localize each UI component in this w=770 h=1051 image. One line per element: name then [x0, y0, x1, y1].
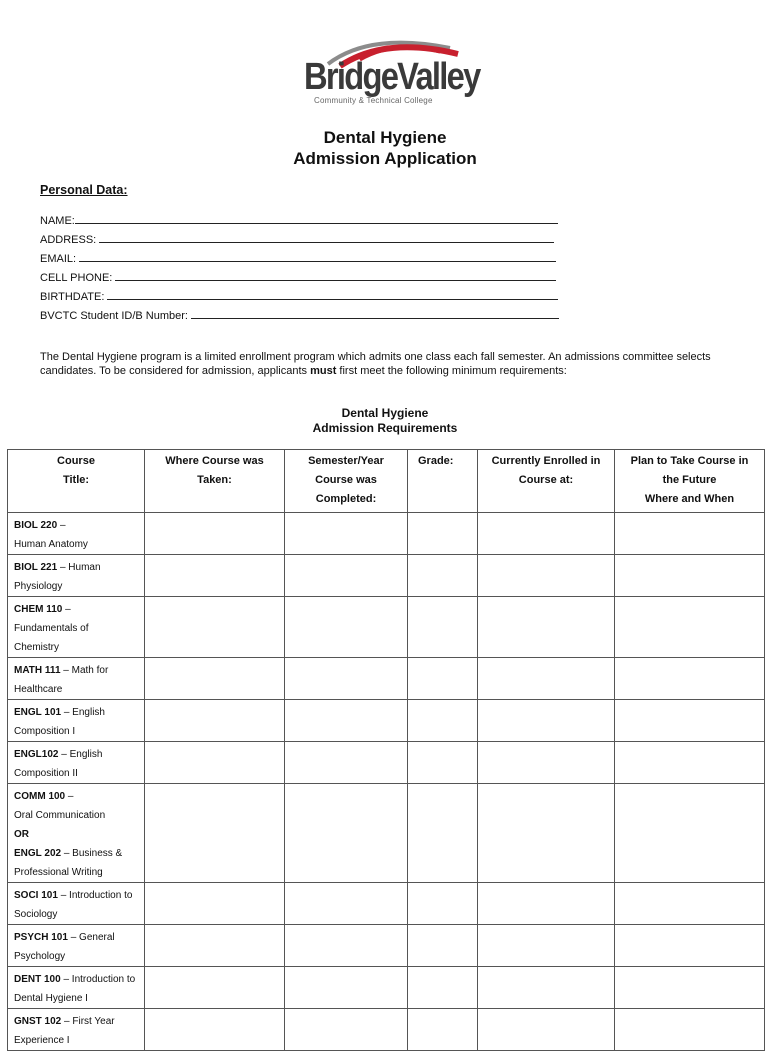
grade-cell[interactable] — [408, 513, 478, 555]
name-input-line[interactable] — [75, 213, 558, 224]
course-cell — [8, 883, 145, 925]
table-row — [8, 597, 765, 658]
grade-cell[interactable] — [408, 925, 478, 967]
plan-cell[interactable] — [615, 658, 765, 700]
address-input-line[interactable] — [99, 232, 554, 243]
course-code: BIOL 221 — [14, 562, 58, 573]
header-where — [145, 450, 285, 513]
course-code: PSYCH 101 — [14, 932, 68, 943]
grade-cell[interactable] — [408, 555, 478, 597]
plan-cell[interactable] — [615, 967, 765, 1009]
page-title-line1: Dental Hygiene — [323, 128, 447, 147]
plan-cell[interactable] — [615, 784, 765, 883]
course-name: Fundamentals of — [14, 623, 89, 634]
semester-cell[interactable] — [285, 967, 408, 1009]
course-sep: – — [57, 520, 66, 531]
requirements-title-line2: Admission Requirements — [312, 421, 458, 435]
grade-cell[interactable] — [408, 784, 478, 883]
course-cell — [8, 925, 145, 967]
where-cell[interactable] — [145, 658, 285, 700]
course-name: Healthcare — [14, 684, 63, 695]
header-course-line1: Course — [57, 455, 95, 467]
where-cell[interactable] — [145, 742, 285, 784]
intro-paragraph — [40, 350, 730, 378]
plan-cell[interactable] — [615, 883, 765, 925]
logo-subtitle: Community & Technical College — [314, 96, 433, 105]
plan-cell[interactable] — [615, 513, 765, 555]
address-label: ADDRESS: — [40, 234, 100, 246]
course-cell — [8, 555, 145, 597]
intro-emphasis: must — [310, 365, 337, 377]
requirements-table — [7, 449, 765, 1051]
course-name: Composition I — [14, 726, 76, 737]
where-cell[interactable] — [145, 967, 285, 1009]
college-logo — [300, 34, 480, 114]
course-code: MATH 111 — [14, 665, 61, 676]
table-header-row — [8, 450, 765, 513]
header-semester-line2: Course was — [315, 474, 377, 486]
course-cell — [8, 967, 145, 1009]
logo-name: BridgeValley — [304, 56, 480, 98]
course-sep: – English — [58, 749, 103, 760]
course-cell — [8, 784, 145, 883]
where-cell[interactable] — [145, 700, 285, 742]
intro-text-after: first meet the following minimum requirements: — [336, 365, 567, 377]
semester-cell[interactable] — [285, 513, 408, 555]
plan-cell[interactable] — [615, 1009, 765, 1051]
course-sep: – Human — [57, 562, 101, 573]
table-row — [8, 742, 765, 784]
where-cell[interactable] — [145, 784, 285, 883]
grade-cell[interactable] — [408, 1009, 478, 1051]
grade-cell[interactable] — [408, 742, 478, 784]
header-enrolled-line2: Course at: — [518, 474, 574, 486]
email-field[interactable] — [40, 251, 556, 265]
header-course — [8, 450, 145, 513]
name-field[interactable] — [40, 213, 558, 227]
table-row — [8, 555, 765, 597]
enrolled-cell[interactable] — [478, 700, 615, 742]
course-code: CHEM 110 — [14, 604, 63, 615]
semester-cell[interactable] — [285, 883, 408, 925]
course-cell — [8, 597, 145, 658]
enrolled-cell[interactable] — [478, 925, 615, 967]
grade-cell[interactable] — [408, 597, 478, 658]
where-cell[interactable] — [145, 555, 285, 597]
table-row — [8, 700, 765, 742]
cell-phone-label: CELL PHONE: — [40, 272, 116, 284]
grade-cell[interactable] — [408, 700, 478, 742]
header-enrolled-line1: Currently Enrolled in — [491, 455, 601, 467]
intro-text-before: The Dental Hygiene program is a limited enrollment program which admits one class each fall semester. An admissions committee selects candidates. To be considered for admission, applicants — [40, 351, 711, 377]
enrolled-cell[interactable] — [478, 784, 615, 883]
course-cell — [8, 742, 145, 784]
table-row — [8, 784, 765, 883]
enrolled-cell[interactable] — [478, 742, 615, 784]
course-code: GNST 102 — [14, 1016, 62, 1027]
table-row — [8, 658, 765, 700]
course-sep: – Introduction to — [57, 890, 133, 901]
semester-cell[interactable] — [285, 1009, 408, 1051]
course-sep: – Introduction to — [60, 974, 136, 985]
course-cell — [8, 700, 145, 742]
grade-cell[interactable] — [408, 883, 478, 925]
header-where-line1: Where Course was — [165, 455, 264, 467]
requirements-title-line1: Dental Hygiene — [341, 406, 429, 420]
course-name: Composition II — [14, 768, 78, 779]
course-name: Psychology — [14, 951, 66, 962]
semester-cell[interactable] — [285, 742, 408, 784]
name-label: NAME: — [40, 215, 75, 227]
table-row — [8, 967, 765, 1009]
email-input-line[interactable] — [79, 251, 556, 262]
semester-cell[interactable] — [285, 925, 408, 967]
course-cell — [8, 1009, 145, 1051]
student-id-label: BVCTC Student ID/B Number: — [40, 310, 191, 322]
requirements-title — [0, 406, 770, 436]
course-name-cont: Chemistry — [14, 642, 60, 653]
course-code-alt: ENGL 202 — [14, 848, 62, 859]
course-cell — [8, 513, 145, 555]
course-code: ENGL 101 — [14, 707, 62, 718]
plan-cell[interactable] — [615, 925, 765, 967]
course-code: BIOL 220 — [14, 520, 58, 531]
header-plan-line3: Where and When — [644, 493, 735, 505]
header-grade-line1: Grade: — [418, 455, 454, 467]
plan-cell[interactable] — [615, 742, 765, 784]
where-cell[interactable] — [145, 1009, 285, 1051]
course-sep: – — [62, 604, 71, 615]
birthdate-input-line[interactable] — [107, 289, 558, 300]
header-plan — [615, 450, 765, 513]
course-name-alt: Professional Writing — [14, 867, 103, 878]
enrolled-cell[interactable] — [478, 513, 615, 555]
course-name: Experience I — [14, 1035, 70, 1046]
plan-cell[interactable] — [615, 700, 765, 742]
header-plan-line1: Plan to Take Course in — [630, 455, 749, 467]
table-row — [8, 925, 765, 967]
course-name: Human Anatomy — [14, 539, 88, 550]
course-name: Sociology — [14, 909, 58, 920]
plan-cell[interactable] — [615, 597, 765, 658]
where-cell[interactable] — [145, 883, 285, 925]
plan-cell[interactable] — [615, 555, 765, 597]
header-grade — [408, 450, 478, 513]
header-enrolled — [478, 450, 615, 513]
semester-cell[interactable] — [285, 658, 408, 700]
course-name: Oral Communication — [14, 810, 106, 821]
semester-cell[interactable] — [285, 597, 408, 658]
enrolled-cell[interactable] — [478, 967, 615, 1009]
email-label: EMAIL: — [40, 253, 80, 265]
header-where-line2: Taken: — [197, 474, 232, 486]
birthdate-label: BIRTHDATE: — [40, 291, 108, 303]
grade-cell[interactable] — [408, 967, 478, 1009]
course-or: OR — [14, 829, 29, 840]
address-field[interactable] — [40, 232, 554, 246]
enrolled-cell[interactable] — [478, 597, 615, 658]
course-sep: – Math for — [60, 665, 109, 676]
table-row — [8, 883, 765, 925]
semester-cell[interactable] — [285, 784, 408, 883]
course-sep-alt: – Business & — [61, 848, 123, 859]
header-plan-line2: the Future — [662, 474, 717, 486]
grade-cell[interactable] — [408, 658, 478, 700]
where-cell[interactable] — [145, 513, 285, 555]
student-id-input-line[interactable] — [191, 308, 559, 319]
course-sep: – General — [67, 932, 115, 943]
table-row — [8, 513, 765, 555]
header-semester-line1: Semester/Year — [308, 455, 384, 467]
header-semester-line3: Completed: — [315, 493, 377, 505]
table-row — [8, 1009, 765, 1051]
enrolled-cell[interactable] — [478, 1009, 615, 1051]
course-sep: – First Year — [61, 1016, 115, 1027]
course-code: DENT 100 — [14, 974, 61, 985]
enrolled-cell[interactable] — [478, 555, 615, 597]
enrolled-cell[interactable] — [478, 658, 615, 700]
course-name: Physiology — [14, 581, 63, 592]
header-semester — [285, 450, 408, 513]
where-cell[interactable] — [145, 925, 285, 967]
course-code: ENGL102 — [14, 749, 59, 760]
enrolled-cell[interactable] — [478, 883, 615, 925]
student-id-field[interactable] — [40, 308, 559, 322]
course-sep: – English — [61, 707, 105, 718]
header-course-line2: Title: — [62, 474, 90, 486]
personal-data-heading: Personal Data: — [40, 183, 128, 197]
semester-cell[interactable] — [285, 555, 408, 597]
course-cell — [8, 658, 145, 700]
course-code: SOCI 101 — [14, 890, 58, 901]
page-title-line2: Admission Application — [293, 149, 477, 168]
course-code: COMM 100 — [14, 791, 66, 802]
course-sep: – — [65, 791, 74, 802]
where-cell[interactable] — [145, 597, 285, 658]
semester-cell[interactable] — [285, 700, 408, 742]
birthdate-field[interactable] — [40, 289, 558, 303]
course-name: Dental Hygiene I — [14, 993, 88, 1004]
cell-phone-field[interactable] — [40, 270, 556, 284]
cell-phone-input-line[interactable] — [115, 270, 556, 281]
